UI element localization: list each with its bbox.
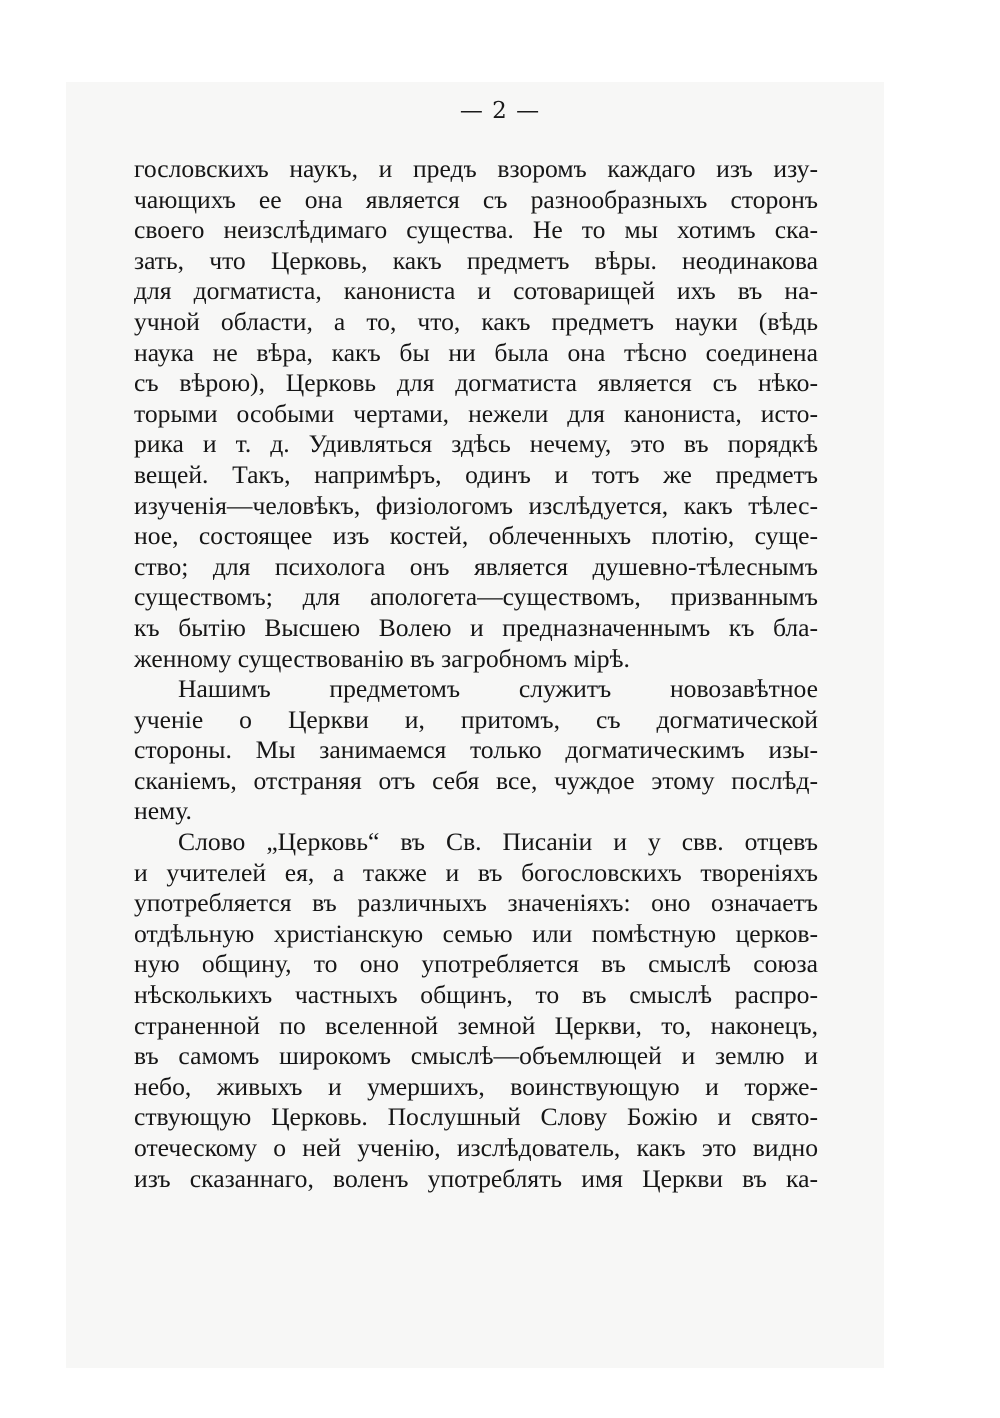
text-line: учной области, а то, что, какъ предметъ науки (вѣдь xyxy=(134,306,818,336)
text-line: къ бытію Высшею Волею и предназначеннымъ къ бла- xyxy=(134,612,818,642)
text-line: ученіе о Церкви и, притомъ, съ догматической xyxy=(134,704,818,734)
body-text xyxy=(134,154,818,1194)
text-line: Слово „Церковь“ въ Св. Писаніи и у свв. отцевъ xyxy=(178,827,818,857)
text-line: небо, живыхъ и умершихъ, воинствующую и торже- xyxy=(134,1071,818,1101)
text-line: нему. xyxy=(134,796,192,826)
text-line: нѣсколькихъ частныхъ общинъ, то въ смыслѣ распро- xyxy=(134,980,818,1010)
text-line: употребляется въ различныхъ значеніяхъ: оно означаетъ xyxy=(134,888,818,918)
text-line: изъ сказаннаго, воленъ употреблять имя Церкви въ ка- xyxy=(134,1163,818,1193)
text-line: чающихъ ее она является съ разнообразныхъ сторонъ xyxy=(134,184,818,214)
text-line: наука не вѣра, какъ бы ни была она тѣсно соединена xyxy=(134,337,818,367)
text-line: съ вѣрою), Церковь для догматиста является съ нѣко- xyxy=(134,368,818,398)
text-line: зать, что Церковь, какъ предметъ вѣры. неодинакова xyxy=(134,245,818,275)
text-line: и учителей ея, а также и въ богословскихъ твореніяхъ xyxy=(134,857,818,887)
text-line: ствующую Церковь. Послушный Слову Божію и свято- xyxy=(134,1102,818,1132)
text-line: женному существованію въ загробномъ мірѣ. xyxy=(134,643,630,673)
text-line: вещей. Такъ, напримѣръ, одинъ и тотъ же предметъ xyxy=(134,459,818,489)
text-line: ное, состоящее изъ костей, облеченныхъ плотію, суще- xyxy=(134,521,818,551)
text-line: рика и т. д. Удивляться здѣсь нечему, это въ порядкѣ xyxy=(134,429,818,459)
text-line: для догматиста, канониста и сотоварищей ихъ въ на- xyxy=(134,276,818,306)
text-line: отеческому о ней ученію, изслѣдователь, какъ это видно xyxy=(134,1133,818,1162)
text-line: Нашимъ предметомъ служитъ новозавѣтное xyxy=(178,674,818,704)
text-line: сканіемъ, отстраняя отъ себя все, чуждое этому послѣд- xyxy=(134,765,818,795)
page-number: — 2 — xyxy=(459,98,541,124)
text-line: торыми особыми чертами, нежели для канониста, исто- xyxy=(134,398,818,428)
text-line: отдѣльную христіанскую семью или помѣстную церков- xyxy=(134,918,818,948)
text-line: своего неизслѣдимаго существа. Не то мы хотимъ ска- xyxy=(134,215,818,245)
text-line: существомъ; для апологета—существомъ, призваннымъ xyxy=(134,582,818,612)
text-line: изученія—человѣкъ, физіологомъ изслѣдуется, какъ тѣлес- xyxy=(134,490,818,520)
text-line: въ самомъ широкомъ смыслѣ—объемлющей и землю и xyxy=(134,1041,818,1071)
text-line: гословскихъ наукъ, и предъ взоромъ каждаго изъ изу- xyxy=(134,154,818,183)
text-line: стороны. Мы занимаемся только догматическимъ изы- xyxy=(134,735,818,765)
text-line: ство; для психолога онъ является душевно-тѣлеснымъ xyxy=(134,551,818,581)
text-line: страненной по вселенной земной Церкви, то, наконецъ, xyxy=(134,1010,818,1040)
text-line: ную общину, то оно употребляется въ смыслѣ союза xyxy=(134,949,818,979)
